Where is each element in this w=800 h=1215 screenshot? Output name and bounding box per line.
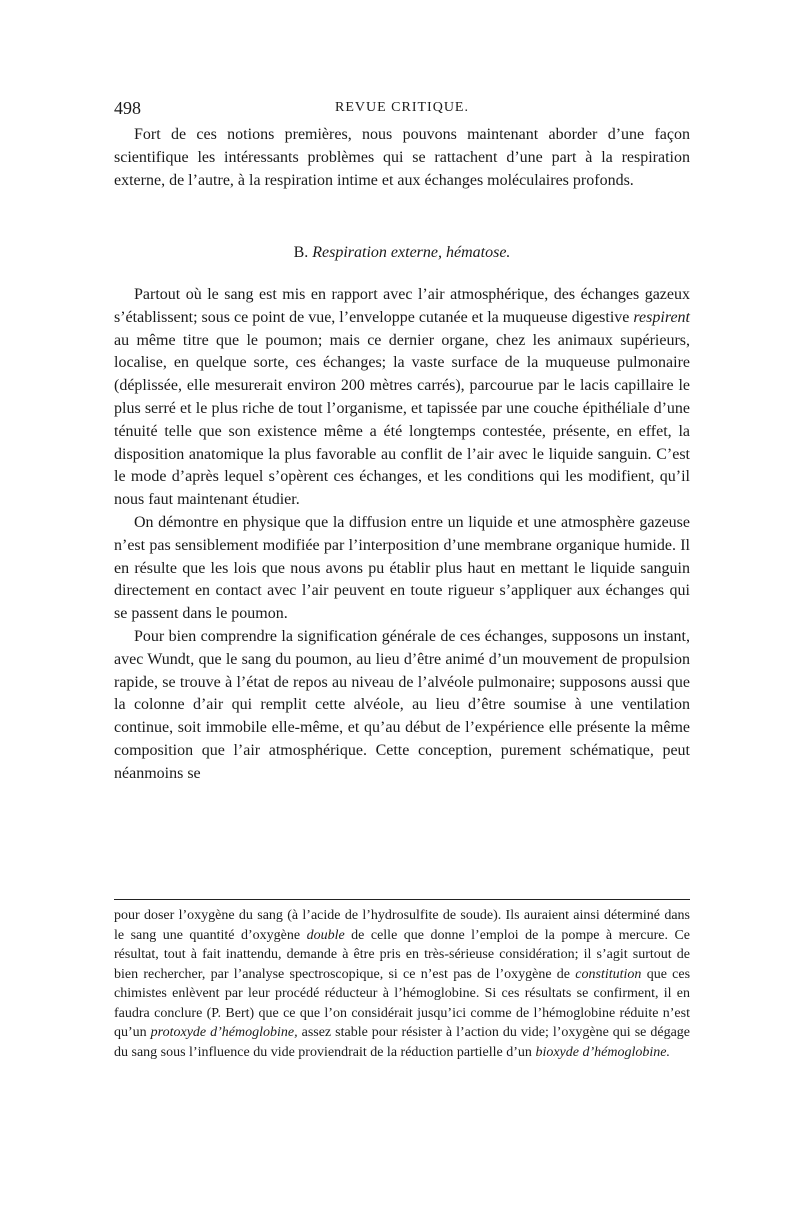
footnote [114,906,690,1062]
footnote-italic-d: bioxyde d’hémoglobine. [535,1044,670,1060]
footnote-italic-b: constitution [575,966,642,982]
intro-paragraph: Fort de ces notions premières, nous pouvons maintenant aborder d’une façon scientifique les intéressants problèmes qui se rattachent d’une part à la respiration externe, de l’autre, à la respiration intime et aux échanges moléculaires profonds. [114,126,690,189]
page-header [114,98,690,122]
footnote-rule [114,899,690,900]
paragraph-1 [114,284,690,512]
page-number: 498 [114,98,141,118]
footnote-part-c: que ces chimistes enlèvent par leur procédé réducteur à l’hémoglobine. Si ces résultats se confirment, il en faudra conclure (P. Bert) que ce que l’on considérait jusqu’ici comme de l’hémoglobine réduite n’est qu’un [114,966,691,1040]
footnote-text [114,906,690,1062]
footnote-italic-c: protoxyde d’hémoglobine, [150,1025,298,1040]
section-heading [114,244,690,262]
footnote-part-a: pour doser l’oxygène du sang (à l’acide de l’hydrosulfite de soude). Ils auraient ainsi déterminé dans le sang une quantité d’oxygène [114,908,690,943]
paragraph-3: Pour bien comprendre la signification générale de ces échanges, supposons un instant, avec Wundt, que le sang du poumon, au lieu d’être animé d’un mouvement de propulsion rapide, se trouve à l’état de repos au niveau de l’alvéole pulmonaire; supposons aussi que la colonne d’air qui remplit cette alvéole, au lieu d’être soumise à une ventilation continue, soit immobile elle-même, et qu’au début de l’expérience elle présente la même composition que l’air atmosphérique. Cette conception, purement schématique, peut néanmoins se [114,627,690,782]
section-letter: B. [293,244,309,261]
paragraph-1-start: Partout où le sang est mis en rapport avec l’air atmosphérique, des échanges gazeux s’établissent; sous ce point de vue, l’enveloppe cutanée et la muqueuse digestive [114,286,690,326]
running-head: REVUE CRITIQUE. [335,100,469,115]
section-title: Respiration externe, hématose. [312,244,511,261]
paragraph-1-end: au même titre que le poumon; mais ce dernier organe, chez les animaux supérieurs, localise, en quelque sorte, ces échanges; la vaste surface de la muqueuse pulmonaire (déplissée, elle mesurerait environ 200 mètres carrés), parcourue par le lacis capillaire le plus serré et le plus riche de tout l’organisme, et tapissée par une couche épithéliale d’une ténuité telle que son existence même a été longtemps contestée, présente, en effet, la disposition anatomique la plus favorable au conflit de l’air avec le liquide sanguin. C’est le mode d’après lequel s’opèrent ces échanges, et les conditions qui les modifient, qu’il nous faut maintenant étudier. [114,331,690,509]
paragraph-2: On démontre en physique que la diffusion entre un liquide et une atmosphère gazeuse n’est pas sensiblement modifiée par l’interposition d’une membrane organique humide. Il en résulte que les lois que nous avons pu établir plus haut en mettant le liquide sanguin directement en contact avec l’air peuvent en toute rigueur s’appliquer aux échanges qui se passent dans le poumon. [114,513,690,623]
paragraph-1-italic: respirent [633,308,690,326]
footnote-part-b: de celle que donne l’emploi de la pompe à mercure. Ce résultat, tout à fait inattendu, demande à être pris en très-sérieuse considération; il s’agit surtout de bien rechercher, par l’analyse spectroscopique, si ce n’est pas de l’oxygène de [114,927,691,982]
footnote-part-d: assez stable pour résister à l’action du vide; l’oxygène qui se dégage du sang sous l’influence du vide proviendrait de la réduction partielle d’un [114,1025,690,1060]
intro-text [114,124,690,192]
main-text [114,284,690,786]
footnote-italic-a: double [306,927,345,943]
